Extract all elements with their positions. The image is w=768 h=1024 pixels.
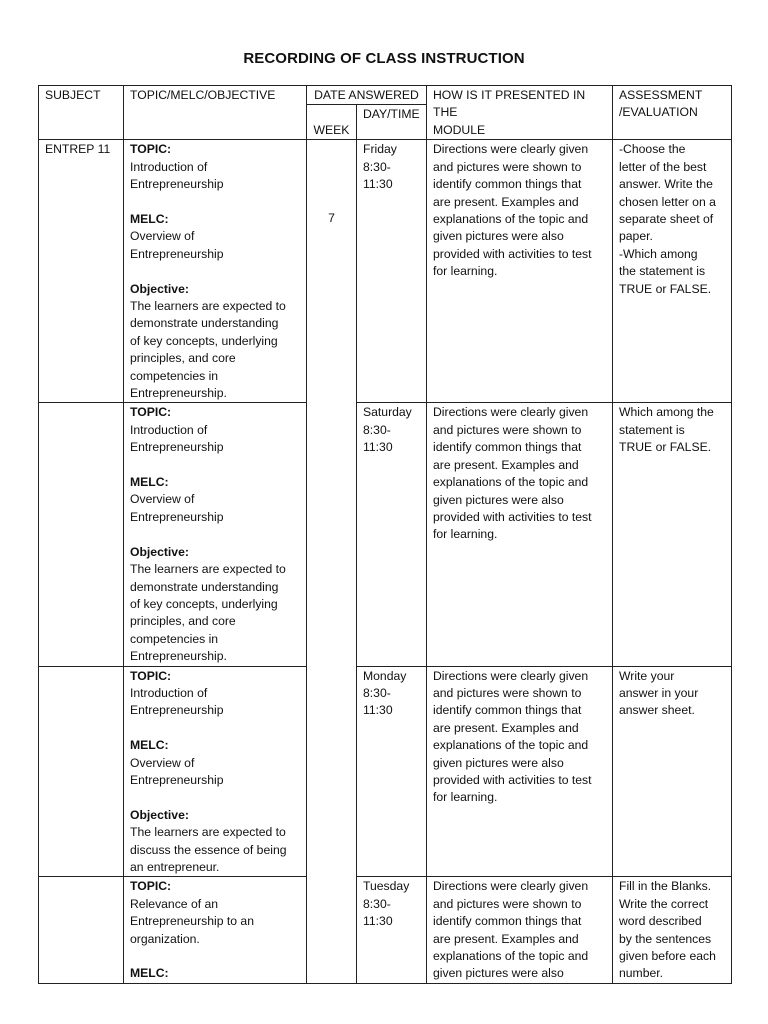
topic-cell (124, 140, 307, 403)
how-presented-line: provided with activities to test (433, 509, 592, 524)
how-presented-line: Directions were clearly given (433, 142, 589, 157)
assessment-line: Write the correct (619, 896, 709, 911)
assessment-line: TRUE or FALSE. (619, 440, 712, 455)
line-spacer (130, 948, 300, 965)
melc-text-line: Overview of (130, 229, 195, 244)
how-presented-line: and pictures were shown to (433, 896, 582, 911)
how-presented-line: provided with activities to test (433, 772, 592, 787)
topic-text-line: Relevance of an (130, 896, 219, 911)
melc-label: MELC: (130, 738, 169, 753)
day-time-line: 8:30- (363, 422, 391, 437)
topic-text-line: Entrepreneurship to an (130, 914, 254, 929)
assessment-line: given before each (619, 949, 716, 963)
objective-text-line: of key concepts, underlying (130, 596, 278, 611)
assessment-cell (613, 403, 732, 666)
how-presented-line: for learning. (433, 790, 498, 805)
subject-cell (39, 877, 124, 983)
objective-text-line: competencies in (130, 368, 219, 383)
objective-text-line: competencies in (130, 631, 219, 646)
objective-text-line: principles, and core (130, 614, 236, 629)
how-presented-line: identify common things that (433, 703, 582, 718)
line-spacer (130, 194, 300, 211)
header-how-line: MODULE (433, 122, 486, 137)
assessment-line: Write your (619, 668, 675, 683)
assessment-line: TRUE or FALSE. (619, 281, 712, 296)
how-presented-line: explanations of the topic and (433, 212, 589, 227)
how-presented-line: identify common things that (433, 914, 582, 929)
day-time-line: 11:30 (363, 177, 393, 192)
how-presented-cell (427, 140, 613, 403)
subject-cell (39, 403, 124, 666)
melc-text-line: Overview of (130, 492, 195, 507)
melc-text-line: Entrepreneurship (130, 246, 224, 261)
topic-label: TOPIC: (130, 668, 172, 683)
assessment-line: number. (619, 966, 664, 981)
day-time-line: 11:30 (363, 440, 393, 455)
assessment-line: by the sentences (619, 931, 712, 946)
how-presented-line: and pictures were shown to (433, 159, 582, 174)
topic-text-line: Entrepreneurship (130, 440, 224, 455)
topic-text-line: Introduction of (130, 422, 208, 437)
how-presented-cell (427, 877, 613, 983)
how-presented-line: given pictures were also (433, 966, 564, 981)
melc-label: MELC: (130, 475, 169, 490)
table-row (39, 877, 732, 983)
how-presented-line: given pictures were also (433, 755, 564, 770)
header-assessment-line: ASSESSMENT (619, 88, 703, 102)
header-assessment (613, 86, 732, 140)
how-presented-line: identify common things that (433, 177, 582, 192)
topic-label: TOPIC: (130, 405, 172, 420)
topic-text-line: Introduction of (130, 159, 208, 174)
how-presented-line: are present. Examples and (433, 457, 579, 472)
how-presented-line: for learning. (433, 527, 498, 542)
line-spacer (130, 789, 300, 806)
assessment-cell (613, 666, 732, 877)
assessment-line: answer in your (619, 685, 699, 700)
topic-text-line: Entrepreneurship (130, 703, 224, 718)
how-presented-line: Directions were clearly given (433, 405, 589, 420)
objective-text-line: an entrepreneur. (130, 859, 220, 874)
assessment-line: answer sheet. (619, 703, 695, 718)
header-row-top (39, 86, 732, 105)
how-presented-cell (427, 666, 613, 877)
header-topic: TOPIC/MELC/OBJECTIVE (124, 86, 307, 140)
objective-text-line: of key concepts, underlying (130, 333, 278, 348)
day-time-cell (357, 666, 427, 877)
melc-label: MELC: (130, 966, 169, 981)
objective-text-line: Entrepreneurship. (130, 386, 227, 401)
objective-text-line: Entrepreneurship. (130, 649, 227, 664)
assessment-line: statement is (619, 422, 685, 437)
day-time-cell (357, 140, 427, 403)
day-time-line: 11:30 (363, 914, 393, 929)
melc-label: MELC: (130, 212, 169, 227)
melc-text-line: Overview of (130, 755, 195, 770)
how-presented-line: identify common things that (433, 440, 582, 455)
header-week: WEEK (307, 105, 357, 140)
objective-label: Objective: (130, 281, 189, 296)
how-presented-line: given pictures were also (433, 492, 564, 507)
assessment-line: -Which among (619, 246, 698, 261)
day-time-cell (357, 403, 427, 666)
day-time-cell (357, 877, 427, 983)
header-how-presented (427, 86, 613, 140)
subject-cell: ENTREP 11 (39, 140, 124, 403)
how-presented-line: explanations of the topic and (433, 949, 589, 963)
topic-label: TOPIC: (130, 142, 172, 157)
objective-text-line: The learners are expected to (130, 299, 286, 314)
day-time-line: Saturday (363, 405, 412, 420)
objective-label: Objective: (130, 807, 189, 822)
how-presented-line: for learning. (433, 264, 498, 279)
topic-label: TOPIC: (130, 879, 172, 894)
assessment-line: separate sheet of (619, 212, 714, 227)
table-row (39, 403, 732, 666)
line-spacer (130, 263, 300, 280)
subject-cell (39, 666, 124, 877)
assessment-line: -Choose the (619, 142, 686, 157)
how-presented-line: given pictures were also (433, 229, 564, 244)
header-assessment-line: /EVALUATION (619, 105, 698, 120)
assessment-line: Fill in the Blanks. (619, 879, 712, 894)
topic-cell (124, 877, 307, 983)
objective-text-line: demonstrate understanding (130, 579, 279, 594)
table-body (39, 86, 732, 984)
page-title: RECORDING OF CLASS INSTRUCTION (243, 50, 525, 67)
instruction-table (38, 85, 732, 984)
objective-label: Objective: (130, 544, 189, 559)
header-how-line: HOW IS IT PRESENTED IN THE (433, 88, 586, 120)
objective-text-line: discuss the essence of being (130, 842, 287, 857)
assessment-line: chosen letter on a (619, 194, 716, 209)
header-day-time: DAY/TIME (357, 105, 427, 140)
topic-text-line: organization. (130, 931, 200, 946)
header-date-answered: DATE ANSWERED (307, 86, 427, 105)
day-time-line: 8:30- (363, 896, 391, 911)
how-presented-line: Directions were clearly given (433, 668, 589, 683)
assessment-cell (613, 877, 732, 983)
day-time-line: 8:30- (363, 685, 391, 700)
how-presented-cell (427, 403, 613, 666)
how-presented-line: Directions were clearly given (433, 879, 589, 894)
objective-text-line: demonstrate understanding (130, 316, 279, 331)
how-presented-line: provided with activities to test (433, 246, 592, 261)
objective-text-line: principles, and core (130, 351, 236, 366)
table-row (39, 140, 732, 403)
week-number-cell: 7 (307, 140, 357, 983)
line-spacer (130, 720, 300, 737)
assessment-line: word described (619, 914, 702, 929)
day-time-line: 8:30- (363, 159, 391, 174)
how-presented-line: explanations of the topic and (433, 475, 589, 490)
how-presented-line: and pictures were shown to (433, 685, 582, 700)
how-presented-line: and pictures were shown to (433, 422, 582, 437)
how-presented-line: are present. Examples and (433, 720, 579, 735)
assessment-cell (613, 140, 732, 403)
objective-text-line: The learners are expected to (130, 825, 286, 840)
line-spacer (130, 457, 300, 474)
day-time-line: Friday (363, 142, 397, 157)
topic-text-line: Entrepreneurship (130, 177, 224, 192)
day-time-line: 11:30 (363, 703, 393, 718)
topic-cell (124, 403, 307, 666)
assessment-line: Which among the (619, 405, 714, 420)
melc-text-line: Entrepreneurship (130, 772, 224, 787)
day-time-line: Monday (363, 668, 407, 683)
topic-cell (124, 666, 307, 877)
line-spacer (130, 526, 300, 543)
assessment-line: the statement is (619, 264, 706, 279)
day-time-line: Tuesday (363, 879, 410, 894)
how-presented-line: explanations of the topic and (433, 738, 589, 753)
assessment-line: answer. Write the (619, 177, 713, 192)
assessment-line: letter of the best (619, 159, 707, 174)
topic-text-line: Introduction of (130, 685, 208, 700)
melc-text-line: Entrepreneurship (130, 509, 224, 524)
how-presented-line: are present. Examples and (433, 931, 579, 946)
how-presented-line: are present. Examples and (433, 194, 579, 209)
assessment-line: paper. (619, 229, 653, 244)
objective-text-line: The learners are expected to (130, 562, 286, 577)
table-row (39, 666, 732, 877)
header-subject: SUBJECT (39, 86, 124, 140)
